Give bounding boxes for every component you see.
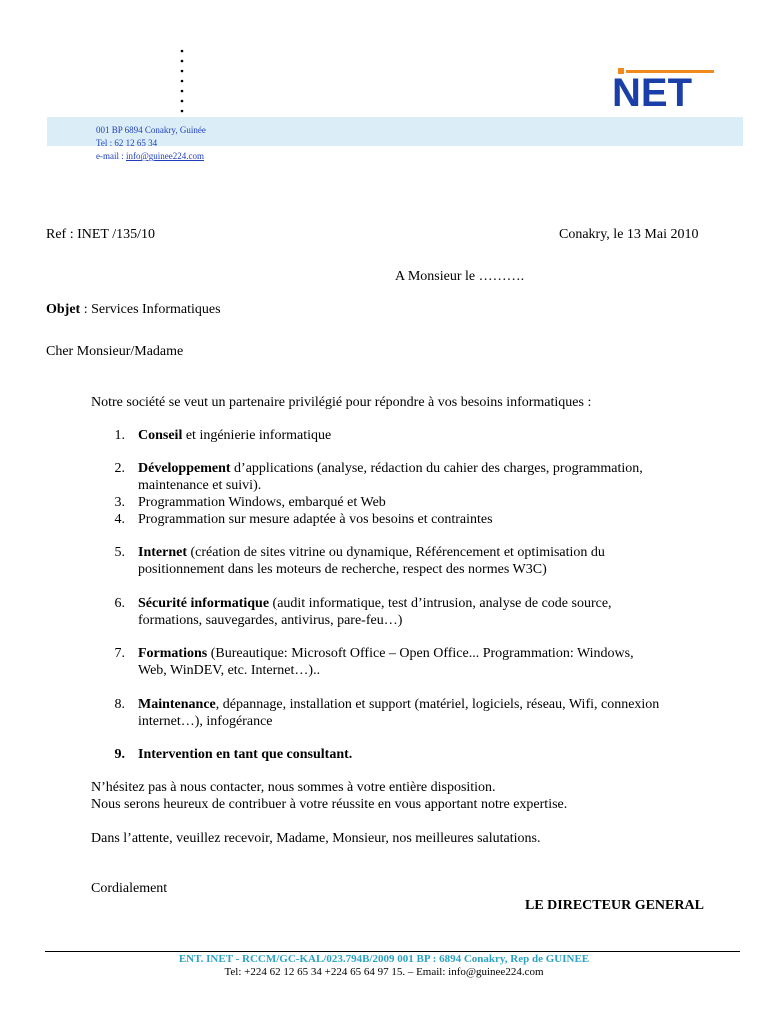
list-item-bold: Sécurité informatique	[138, 596, 270, 611]
list-item-continuation: internet…), infogérance	[138, 714, 273, 729]
list-item-text: Programmation sur mesure adaptée à vos besoins et contraintes	[138, 512, 493, 527]
list-item-text: (création de sites vitrine ou dynamique, Référencement et optimisation du	[187, 545, 605, 560]
list-item-number: 7.	[114, 646, 125, 661]
list-item	[138, 427, 331, 444]
list-item-text: et ingénierie informatique	[182, 428, 332, 443]
contact-phone: Tel : 62 12 65 34	[96, 138, 158, 148]
list-item-bold: Internet	[138, 545, 187, 560]
list-item-number: 1.	[114, 428, 125, 443]
sign-off: Cordialement	[91, 881, 168, 896]
list-item-text: , dépannage, installation et support (matériel, logiciels, réseau, Wifi, connexion	[215, 697, 660, 712]
footer-legal-line: ENT. INET - RCCM/GC-KAL/023.794B/2009 001 BP : 6894 Conakry, Rep de GUINEE	[178, 953, 590, 965]
list-item-number: 8.	[114, 697, 125, 712]
subject-label: Objet	[46, 302, 81, 317]
list-item	[138, 544, 605, 561]
list-item-continuation: Web, WinDEV, etc. Internet…)..	[138, 663, 321, 678]
letter-salutation: Cher Monsieur/Madame	[46, 344, 184, 359]
list-item-bold: Maintenance	[138, 697, 216, 712]
list-item-bold: Conseil	[138, 428, 183, 443]
list-item-continuation: maintenance et suivi).	[138, 478, 262, 493]
letter-reference: Ref : INET /135/10	[46, 227, 156, 242]
contact-address: 001 BP 6894 Conakry, Guinée	[96, 125, 206, 135]
list-item-number: 6.	[114, 596, 125, 611]
list-item-text: Programmation Windows, embarqué et Web	[138, 495, 386, 510]
list-item	[138, 696, 659, 713]
letter-intro: Notre société se veut un partenaire privilégié pour répondre à vos besoins informatiques :	[91, 395, 592, 410]
list-item-text: d’applications (analyse, rédaction du cahier des charges, programmation,	[230, 461, 643, 476]
list-item	[138, 460, 643, 477]
list-item-bold: Développement	[138, 461, 231, 476]
list-item-text: (Bureautique: Microsoft Office – Open Office... Programmation: Windows,	[207, 646, 634, 661]
list-item-number: 3.	[114, 495, 125, 510]
subject-text: : Services Informatiques	[80, 302, 221, 317]
list-item-number: 9.	[114, 747, 125, 762]
list-item	[138, 645, 634, 662]
list-item-text: (audit informatique, test d’intrusion, analyse de code source,	[269, 596, 612, 611]
list-item-continuation: formations, sauvegardes, antivirus, pare-feu…)	[138, 613, 403, 628]
letter-recipient: A Monsieur le ……….	[395, 269, 525, 284]
footer-contact-line: Tel: +224 62 12 65 34 +224 65 64 97 15. – Email: info@guinee224.com	[224, 966, 544, 978]
contact-email-link[interactable]: info@guinee224.com	[126, 151, 205, 161]
contact-email-line	[96, 151, 204, 161]
letter-subject	[46, 301, 221, 318]
list-item	[138, 595, 612, 612]
closing-line-1: N’hésitez pas à nous contacter, nous sommes à votre entière disposition.	[91, 780, 496, 795]
dotted-divider-icon	[176, 48, 188, 114]
closing-line-3: Dans l’attente, veuillez recevoir, Madame, Monsieur, nos meilleures salutations.	[91, 831, 541, 846]
list-item-continuation: positionnement dans les moteurs de recherche, respect des normes W3C)	[138, 562, 547, 577]
logo-text: NET	[612, 71, 692, 110]
list-item-bold: Formations	[138, 646, 208, 661]
signatory-title: LE DIRECTEUR GENERAL	[525, 898, 704, 913]
closing-line-2: Nous serons heureux de contribuer à votre réussite en vous apportant notre expertise.	[91, 797, 568, 812]
contact-email-label: e-mail :	[96, 151, 124, 161]
letter-place-date: Conakry, le 13 Mai 2010	[559, 227, 699, 242]
list-item-number: 5.	[114, 545, 125, 560]
footer-divider	[45, 951, 740, 952]
company-logo	[610, 62, 716, 110]
list-item-number: 4.	[114, 512, 125, 527]
list-item-number: 2.	[114, 461, 125, 476]
list-item-bold: Intervention en tant que consultant.	[138, 747, 353, 762]
